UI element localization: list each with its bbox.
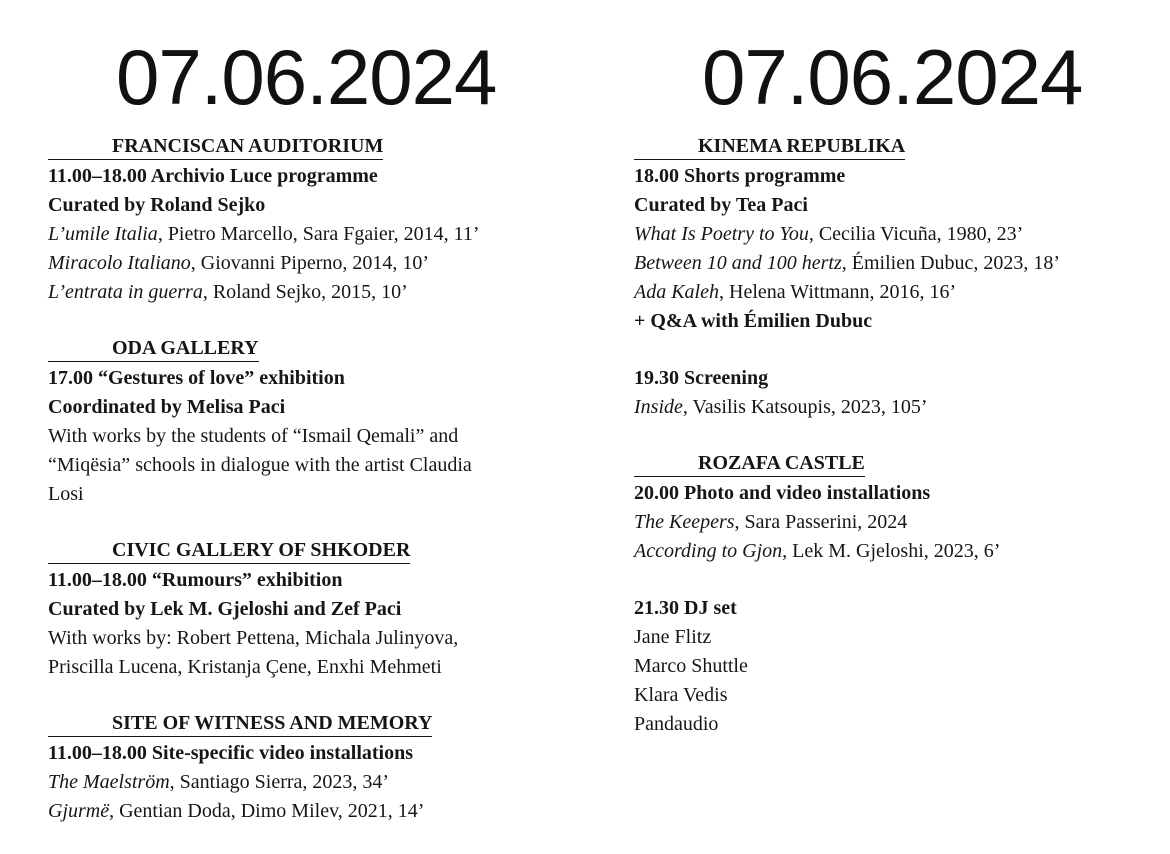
work-credits: , Vasilis Katsoupis, 2023, 105’ (682, 396, 928, 418)
program-section (634, 450, 1154, 566)
program-time-line: 21.30 DJ set (634, 597, 737, 619)
venue-heading: CIVIC GALLERY OF SHKODER (48, 537, 410, 564)
work-credits: , Roland Sejko, 2015, 10’ (202, 281, 408, 303)
work-title: L’umile Italia (48, 223, 158, 245)
program-time-line: Curated by Tea Paci (634, 194, 808, 216)
description-line: With works by: Robert Pettena, Michala Julinyova, (48, 627, 459, 649)
program-time-line: 11.00–18.00 “Rumours” exhibition (48, 569, 343, 591)
description-line: With works by the students of “Ismail Qemali” and (48, 425, 459, 447)
work-title: Inside (634, 396, 683, 418)
venue-heading: FRANCISCAN AUDITORIUM (48, 133, 383, 160)
program-time-line: + Q&A with Émilien Dubuc (634, 310, 873, 332)
date-heading-left: 07.06.2024 (116, 33, 497, 121)
right-sections (634, 133, 1154, 739)
work-credits: , Émilien Dubuc, 2023, 18’ (841, 252, 1061, 274)
program-time-line: 17.00 “Gestures of love” exhibition (48, 367, 345, 389)
work-entry (48, 220, 588, 249)
description-line: Klara Vedis (634, 684, 728, 706)
work-entry (634, 220, 1154, 249)
work-entry (48, 249, 588, 278)
work-entry (634, 249, 1154, 278)
work-credits: , Pietro Marcello, Sara Fgaier, 2014, 11’ (157, 223, 480, 245)
description-line: Jane Flitz (634, 626, 712, 648)
program-time-line: 18.00 Shorts programme (634, 165, 846, 187)
work-credits: , Santiago Sierra, 2023, 34’ (169, 771, 390, 793)
work-title: What Is Poetry to You (634, 223, 809, 245)
description-line: “Miqësia” schools in dialogue with the artist Claudia (48, 454, 472, 476)
work-credits: , Helena Wittmann, 2016, 16’ (719, 281, 957, 303)
work-credits: , Cecilia Vicuña, 1980, 23’ (808, 223, 1024, 245)
description-line: Pandaudio (634, 713, 719, 735)
date-heading-right: 07.06.2024 (702, 33, 1083, 121)
venue-heading: ROZAFA CASTLE (634, 450, 865, 477)
work-title: The Maelström (48, 771, 170, 793)
work-title: Ada Kaleh (634, 281, 719, 303)
work-title: L’entrata in guerra (48, 281, 203, 303)
work-title: Miracolo Italiano (48, 252, 191, 274)
program-section (634, 594, 1154, 739)
description-line: Marco Shuttle (634, 655, 748, 677)
left-column (48, 0, 588, 854)
left-sections (48, 133, 588, 826)
program-time-line: 19.30 Screening (634, 367, 769, 389)
work-entry (634, 393, 1154, 422)
program-time-line: Coordinated by Melisa Paci (48, 396, 286, 418)
program-section (634, 133, 1154, 336)
program-time-line: 11.00–18.00 Archivio Luce programme (48, 165, 378, 187)
program-time-line: 11.00–18.00 Site-specific video installations (48, 742, 413, 764)
right-column (634, 0, 1154, 767)
work-credits: , Sara Passerini, 2024 (734, 511, 908, 533)
work-entry (634, 278, 1154, 307)
work-credits: , Giovanni Piperno, 2014, 10’ (190, 252, 430, 274)
work-title: Gjurmë (48, 800, 110, 822)
work-credits: , Lek M. Gjeloshi, 2023, 6’ (782, 540, 1001, 562)
program-time-line: Curated by Lek M. Gjeloshi and Zef Paci (48, 598, 402, 620)
venue-heading: ODA GALLERY (48, 335, 259, 362)
program-time-line: Curated by Roland Sejko (48, 194, 266, 216)
work-entry (48, 768, 588, 797)
work-title: The Keepers (634, 511, 735, 533)
program-section (634, 364, 1154, 422)
work-credits: , Gentian Doda, Dimo Milev, 2021, 14’ (109, 800, 425, 822)
program-section (48, 710, 588, 826)
program-section (48, 133, 588, 307)
work-title: Between 10 and 100 hertz (634, 252, 842, 274)
work-entry (634, 508, 1154, 537)
venue-heading: SITE OF WITNESS AND MEMORY (48, 710, 432, 737)
venue-heading: KINEMA REPUBLIKA (634, 133, 905, 160)
description-line: Losi (48, 483, 84, 505)
work-entry (634, 537, 1154, 566)
program-section (48, 335, 588, 509)
description-line: Priscilla Lucena, Kristanja Çene, Enxhi Mehmeti (48, 656, 442, 678)
program-time-line: 20.00 Photo and video installations (634, 482, 931, 504)
work-entry (48, 278, 588, 307)
program-section (48, 537, 588, 682)
work-title: According to Gjon (634, 540, 783, 562)
work-entry (48, 797, 588, 826)
